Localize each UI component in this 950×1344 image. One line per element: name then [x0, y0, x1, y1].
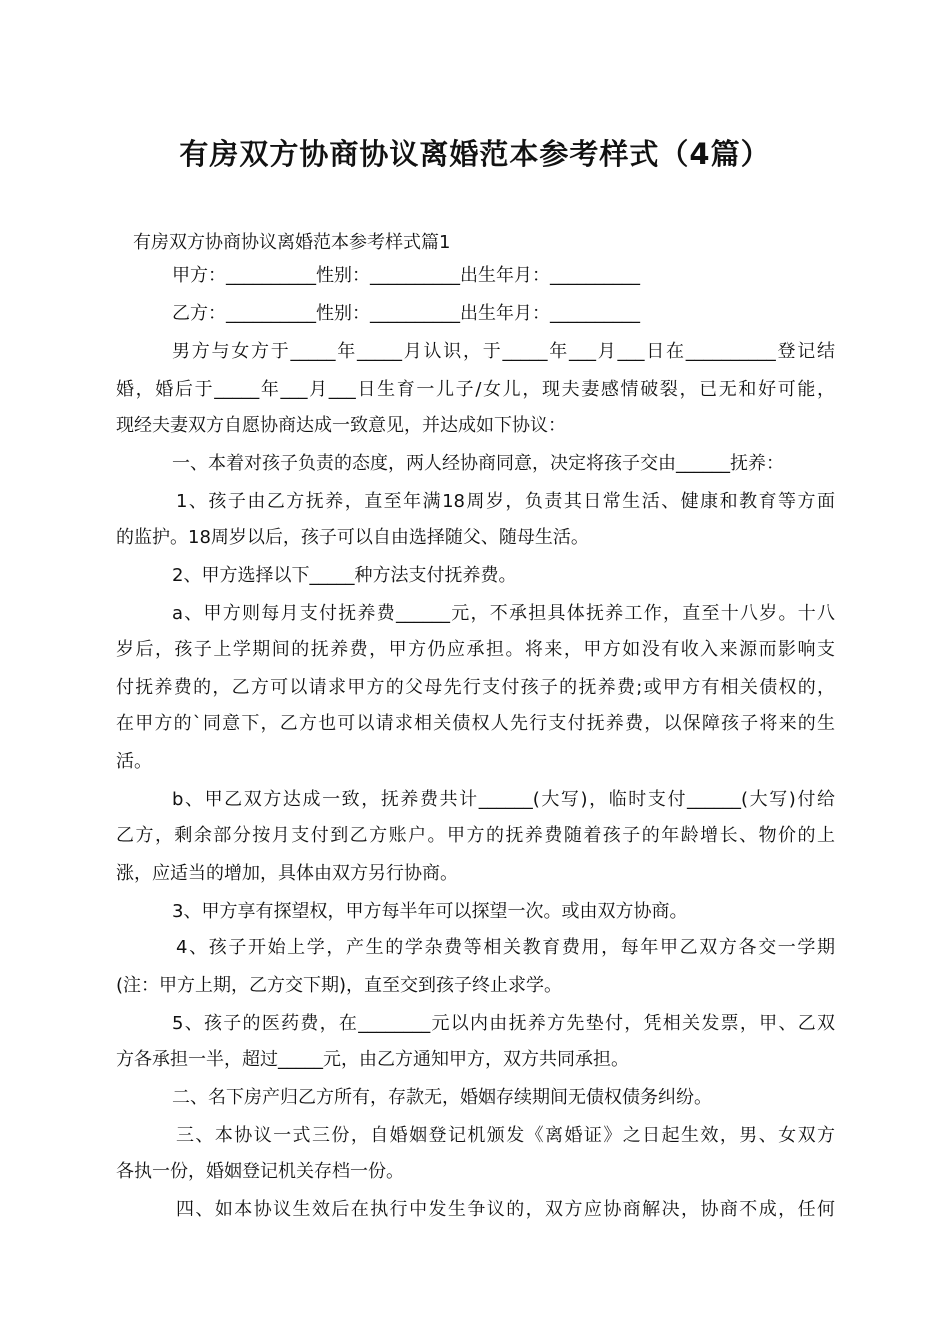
paragraph-line: 男方与女方于_____年_____月认识，于_____年___月___日在__________登记结 [172, 341, 835, 362]
paragraph-line: 4、孩子开始上学，产生的学杂费等相关教育费用，每年甲乙双方各交一学期 [176, 937, 835, 958]
paragraph-line: 1、孩子由乙方抚养，直至年满18周岁，负责其日常生活、健康和教育等方面 [176, 491, 835, 512]
paragraph-line: 3、甲方享有探望权，甲方每半年可以探望一次。或由双方协商。 [172, 901, 688, 922]
clause-four: 四、如本协议生效后在执行中发生争议的，双方应协商解决，协商不成，任何 [176, 1199, 835, 1220]
document-title: 有房双方协商协议离婚范本参考样式（4篇） [179, 137, 771, 171]
clause-one: 一、本着对孩子负责的态度，两人经协商同意，决定将孩子交由______抚养： [172, 453, 784, 474]
paragraph-line: 2、甲方选择以下_____种方法支付抚养费。 [172, 565, 517, 586]
paragraph-line: 方各承担一半，超过_____元，由乙方通知甲方，双方共同承担。 [116, 1049, 629, 1070]
paragraph-line: b、甲乙双方达成一致，抚养费共计______(大写)，临时支付______(大写)付给 [172, 789, 835, 810]
section-heading: 有房双方协商协议离婚范本参考样式篇1 [133, 232, 451, 253]
paragraph-line: 乙方，剩余部分按月支付到乙方账户。甲方的抚养费随着孩子的年龄增长、物价的上 [116, 825, 835, 846]
party-b-line: 乙方：__________性别：__________出生年月：__________ [172, 303, 640, 324]
paragraph-line: 的监护。18周岁以后，孩子可以自由选择随父、随母生活。 [116, 527, 589, 548]
paragraph-line: 岁后，孩子上学期间的抚养费，甲方仍应承担。将来，甲方如没有收入来源而影响支 [116, 639, 835, 660]
paragraph-line: 现经夫妻双方自愿协商达成一致意见，并达成如下协议： [116, 415, 566, 436]
clause-three: 三、本协议一式三份，自婚姻登记机颁发《离婚证》之日起生效，男、女双方 [176, 1125, 835, 1146]
paragraph-line: a、甲方则每月支付抚养费______元，不承担具体抚养工作，直至十八岁。十八 [172, 603, 835, 624]
paragraph-line: 涨，应适当的增加，具体由双方另行协商。 [116, 863, 458, 884]
paragraph-line: 各执一份，婚姻登记机关存档一份。 [116, 1161, 404, 1182]
paragraph-line: 婚，婚后于_____年___月___日生育一儿子/女儿，现夫妻感情破裂，已无和好可能， [116, 379, 835, 400]
paragraph-line: (注：甲方上期，乙方交下期)，直至交到孩子终止求学。 [116, 975, 563, 996]
clause-two: 二、名下房产归乙方所有，存款无，婚姻存续期间无债权债务纠纷。 [172, 1087, 712, 1108]
paragraph-line: 付抚养费的，乙方可以请求甲方的父母先行支付孩子的抚养费;或甲方有相关债权的， [116, 677, 835, 698]
paragraph-line: 活。 [116, 751, 152, 772]
paragraph-line: 5、孩子的医药费，在________元以内由抚养方先垫付，凭相关发票，甲、乙双 [172, 1013, 835, 1034]
paragraph-line: 在甲方的`同意下，乙方也可以请求相关债权人先行支付抚养费，以保障孩子将来的生 [116, 713, 835, 734]
party-a-line: 甲方：__________性别：__________出生年月：__________ [172, 265, 640, 286]
